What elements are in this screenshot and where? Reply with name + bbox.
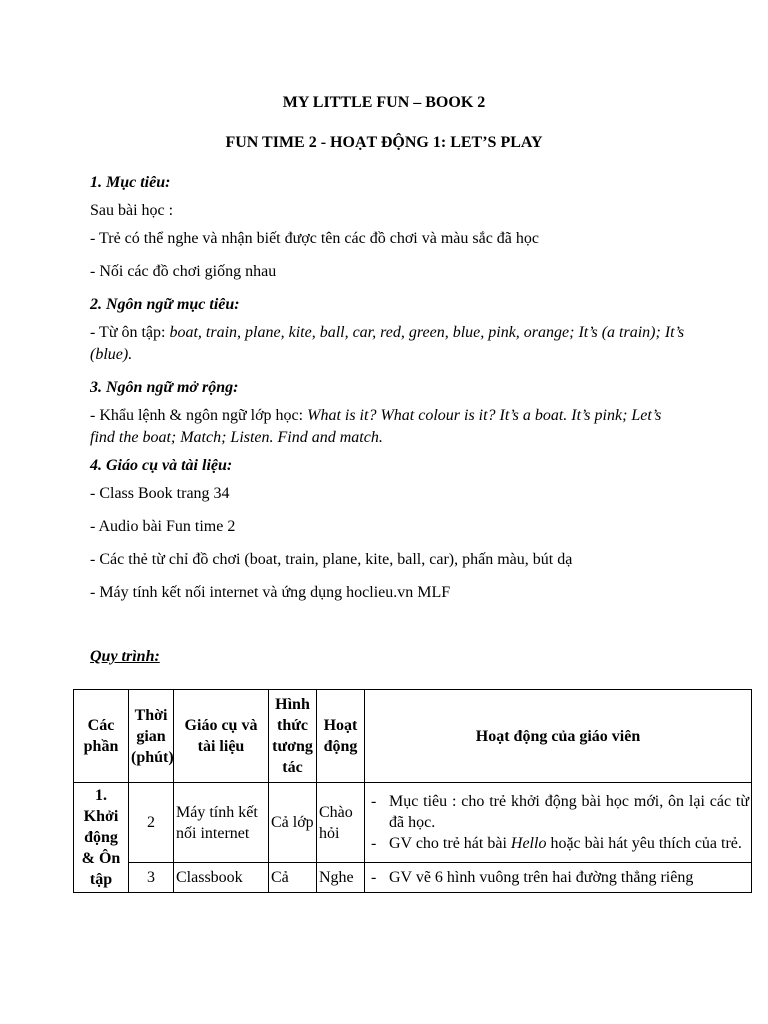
- time-cell: 3: [129, 863, 174, 893]
- section-3-language: What is it? What colour is it? It’s a boat. It’s pink; Let’s find the boat; Match; Listen. Find and match.: [90, 407, 662, 446]
- section-2-vocab: boat, train, plane, kite, ball, car, red, green, blue, pink, orange; It’s (a train); It’s (blue).: [90, 324, 685, 363]
- section-4-item: - Class Book trang 34: [90, 485, 230, 502]
- table-row: [74, 783, 752, 863]
- teacher-activity-cell: [365, 783, 752, 863]
- section-4-heading: 4. Giáo cụ và tài liệu:: [90, 457, 233, 474]
- section-4-item: - Audio bài Fun time 2: [90, 518, 236, 535]
- section-4-item: - Máy tính kết nối internet và ứng dụng hoclieu.vn MLF: [90, 584, 451, 601]
- table-header-row: [74, 690, 752, 783]
- header-cell: Hoạt động của giáo viên: [365, 690, 752, 783]
- teacher-activity-item: - Mục tiêu : cho trẻ khởi động bài học mới, ôn lại các từ đã học.: [367, 791, 749, 833]
- song-title: Hello: [510, 835, 547, 852]
- header-cell: Thời gian (phút): [129, 690, 174, 783]
- lesson-plan-table: [73, 689, 752, 893]
- section-1-heading: 1. Mục tiêu:: [90, 174, 171, 191]
- activity-cell: Chào hỏi: [317, 783, 365, 863]
- teacher-activity-text: GV cho trẻ hát bài: [389, 835, 511, 852]
- section-cell: 1. Khởi động & Ôn tập: [74, 783, 129, 893]
- document-title: MY LITTLE FUN – BOOK 2: [282, 94, 486, 111]
- header-cell: Hình thức tương tác: [269, 690, 317, 783]
- teacher-activity-text: hoặc bài hát yêu thích của trẻ.: [546, 835, 742, 852]
- teacher-activity-item: - GV vẽ 6 hình vuông trên hai đường thẳng riêng: [367, 867, 749, 888]
- process-heading: Quy trình:: [90, 648, 160, 665]
- header-cell: Hoạt động: [317, 690, 365, 783]
- materials-cell: Classbook: [174, 863, 269, 893]
- activity-cell: Nghe: [317, 863, 365, 893]
- table-row: [74, 863, 752, 893]
- materials-cell: Máy tính kết nối internet: [174, 783, 269, 863]
- section-3-prefix: - Khẩu lệnh & ngôn ngữ lớp học:: [90, 407, 308, 424]
- form-cell: Cả: [269, 863, 317, 893]
- section-2-heading: 2. Ngôn ngữ mục tiêu:: [90, 296, 240, 313]
- section-2-text: [90, 322, 690, 366]
- header-cell: Các phần: [74, 690, 129, 783]
- section-1-line: - Nối các đồ chơi giống nhau: [90, 263, 277, 280]
- section-1-line: Sau bài học :: [90, 202, 174, 219]
- lesson-content: [90, 172, 690, 604]
- time-cell: 2: [129, 783, 174, 863]
- teacher-activity-cell: [365, 863, 752, 893]
- header-cell: Giáo cụ và tài liệu: [174, 690, 269, 783]
- section-2-prefix: - Từ ôn tập:: [90, 324, 170, 341]
- teacher-activity-item: [367, 833, 749, 854]
- section-1-line: - Trẻ có thể nghe và nhận biết được tên các đồ chơi và màu sắc đã học: [90, 230, 539, 247]
- section-3-heading: 3. Ngôn ngữ mở rộng:: [90, 379, 239, 396]
- section-3-text: [90, 405, 690, 449]
- document-subtitle: FUN TIME 2 - HOẠT ĐỘNG 1: LET’S PLAY: [225, 134, 543, 151]
- section-4-item: - Các thẻ từ chỉ đồ chơi (boat, train, plane, kite, ball, car), phấn màu, bút dạ: [90, 551, 573, 568]
- form-cell: Cả lớp: [269, 783, 317, 863]
